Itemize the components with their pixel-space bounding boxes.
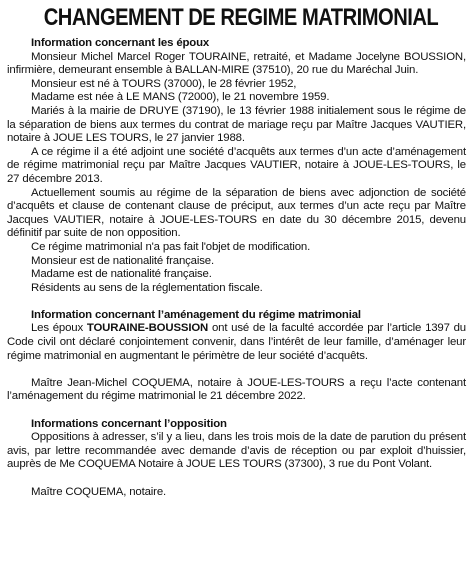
current-regime-paragraph: Actuellement soumis au régime de la séparation de biens avec adjonction de société d’acquêts et clause de contenant clause de préciput, aux termes d’un acte reçu par Maître Jacques VAUTIER, notaire à JOUE-LES-TOURS en date du 30 décembre 2015, devenu définitif par suite de non opposition.: [7, 186, 466, 240]
section-heading-amendment: Information concernant l’aménagement du régime matrimonial: [31, 308, 361, 321]
marriage-paragraph: Mariés à la mairie de DRUYE (37190), le 13 février 1988 initialement sous le régime de la séparation de biens aux termes du contrat de mariage reçu par Maître Jacques VAUTIER, notaire à JOUE LES TOURS, le 27 janvier 1988.: [7, 104, 466, 145]
husband-nationality: Monsieur est de nationalité française.: [31, 254, 214, 267]
amendment-paragraph: [7, 322, 466, 363]
fiscal-residence: Résidents au sens de la réglementation fiscale.: [31, 281, 263, 294]
section-spacer: [7, 363, 466, 377]
adjunction-paragraph: A ce régime il a été adjoint une société d’acquêts aux termes d’un acte d’aménagement de régime matrimonial reçu par Maître Jacques VAUTIER, notaire à JOUE-LES-TOURS, le 27 décembre 2013.: [7, 145, 466, 185]
spouses-names-bold: TOURAINE-BOUSSION: [86, 322, 209, 335]
notice-body: [7, 37, 466, 499]
wife-birth: Madame est née à LE MANS (72000), le 21 novembre 1959.: [31, 91, 330, 104]
notary-act-paragraph: Maître Jean-Michel COQUEMA, notaire à JOUE-LES-TOURS a reçu l’acte contenant l’aménagement du régime matrimonial le 21 décembre 2022.: [7, 376, 466, 403]
spouses-paragraph: Monsieur Michel Marcel Roger TOURAINE, retraité, et Madame Jocelyne BOUSSION, infirmière, demeurant ensemble à BALLAN-MIRE (37510), 20 rue du Maréchal Juin.: [7, 50, 466, 77]
section-spacer: [7, 404, 466, 418]
section-heading-spouses: Information concernant les époux: [31, 37, 210, 49]
husband-birth: Monsieur est né à TOURS (37000), le 28 février 1952,: [31, 77, 297, 90]
signature: Maître COQUEMA, notaire.: [31, 485, 167, 498]
section-heading-opposition: Informations concernant l’opposition: [31, 417, 227, 430]
section-spacer: [7, 295, 466, 309]
section-spacer: [7, 472, 466, 486]
opposition-paragraph: Oppositions à adresser, s’il y a lieu, dans les trois mois de la date de parution du présent avis, par lettre recommandée avec demande d’avis de réception ou par exploit d’huissier, auprès de Me COQUEMA Notaire à JOUE LES TOURS (37300), 3 rue du Pont Volant.: [7, 431, 466, 471]
wife-nationality: Madame est de nationalité française.: [31, 268, 212, 281]
amendment-prefix: Les époux: [31, 322, 87, 335]
no-modification-line: Ce régime matrimonial n'a pas fait l'objet de modification.: [31, 240, 311, 253]
amendment-suffix: ont usé de la faculté accordée par l’article 1397 du Code civil ont déclaré conjointement convenir, dans l’intérêt de leur famille, d’aménager leur régime matrimonial en augmentant le périmètre de leur société d’acquêts.: [7, 322, 466, 362]
notice-title: CHANGEMENT DE REGIME MATRIMONIAL: [43, 4, 439, 31]
